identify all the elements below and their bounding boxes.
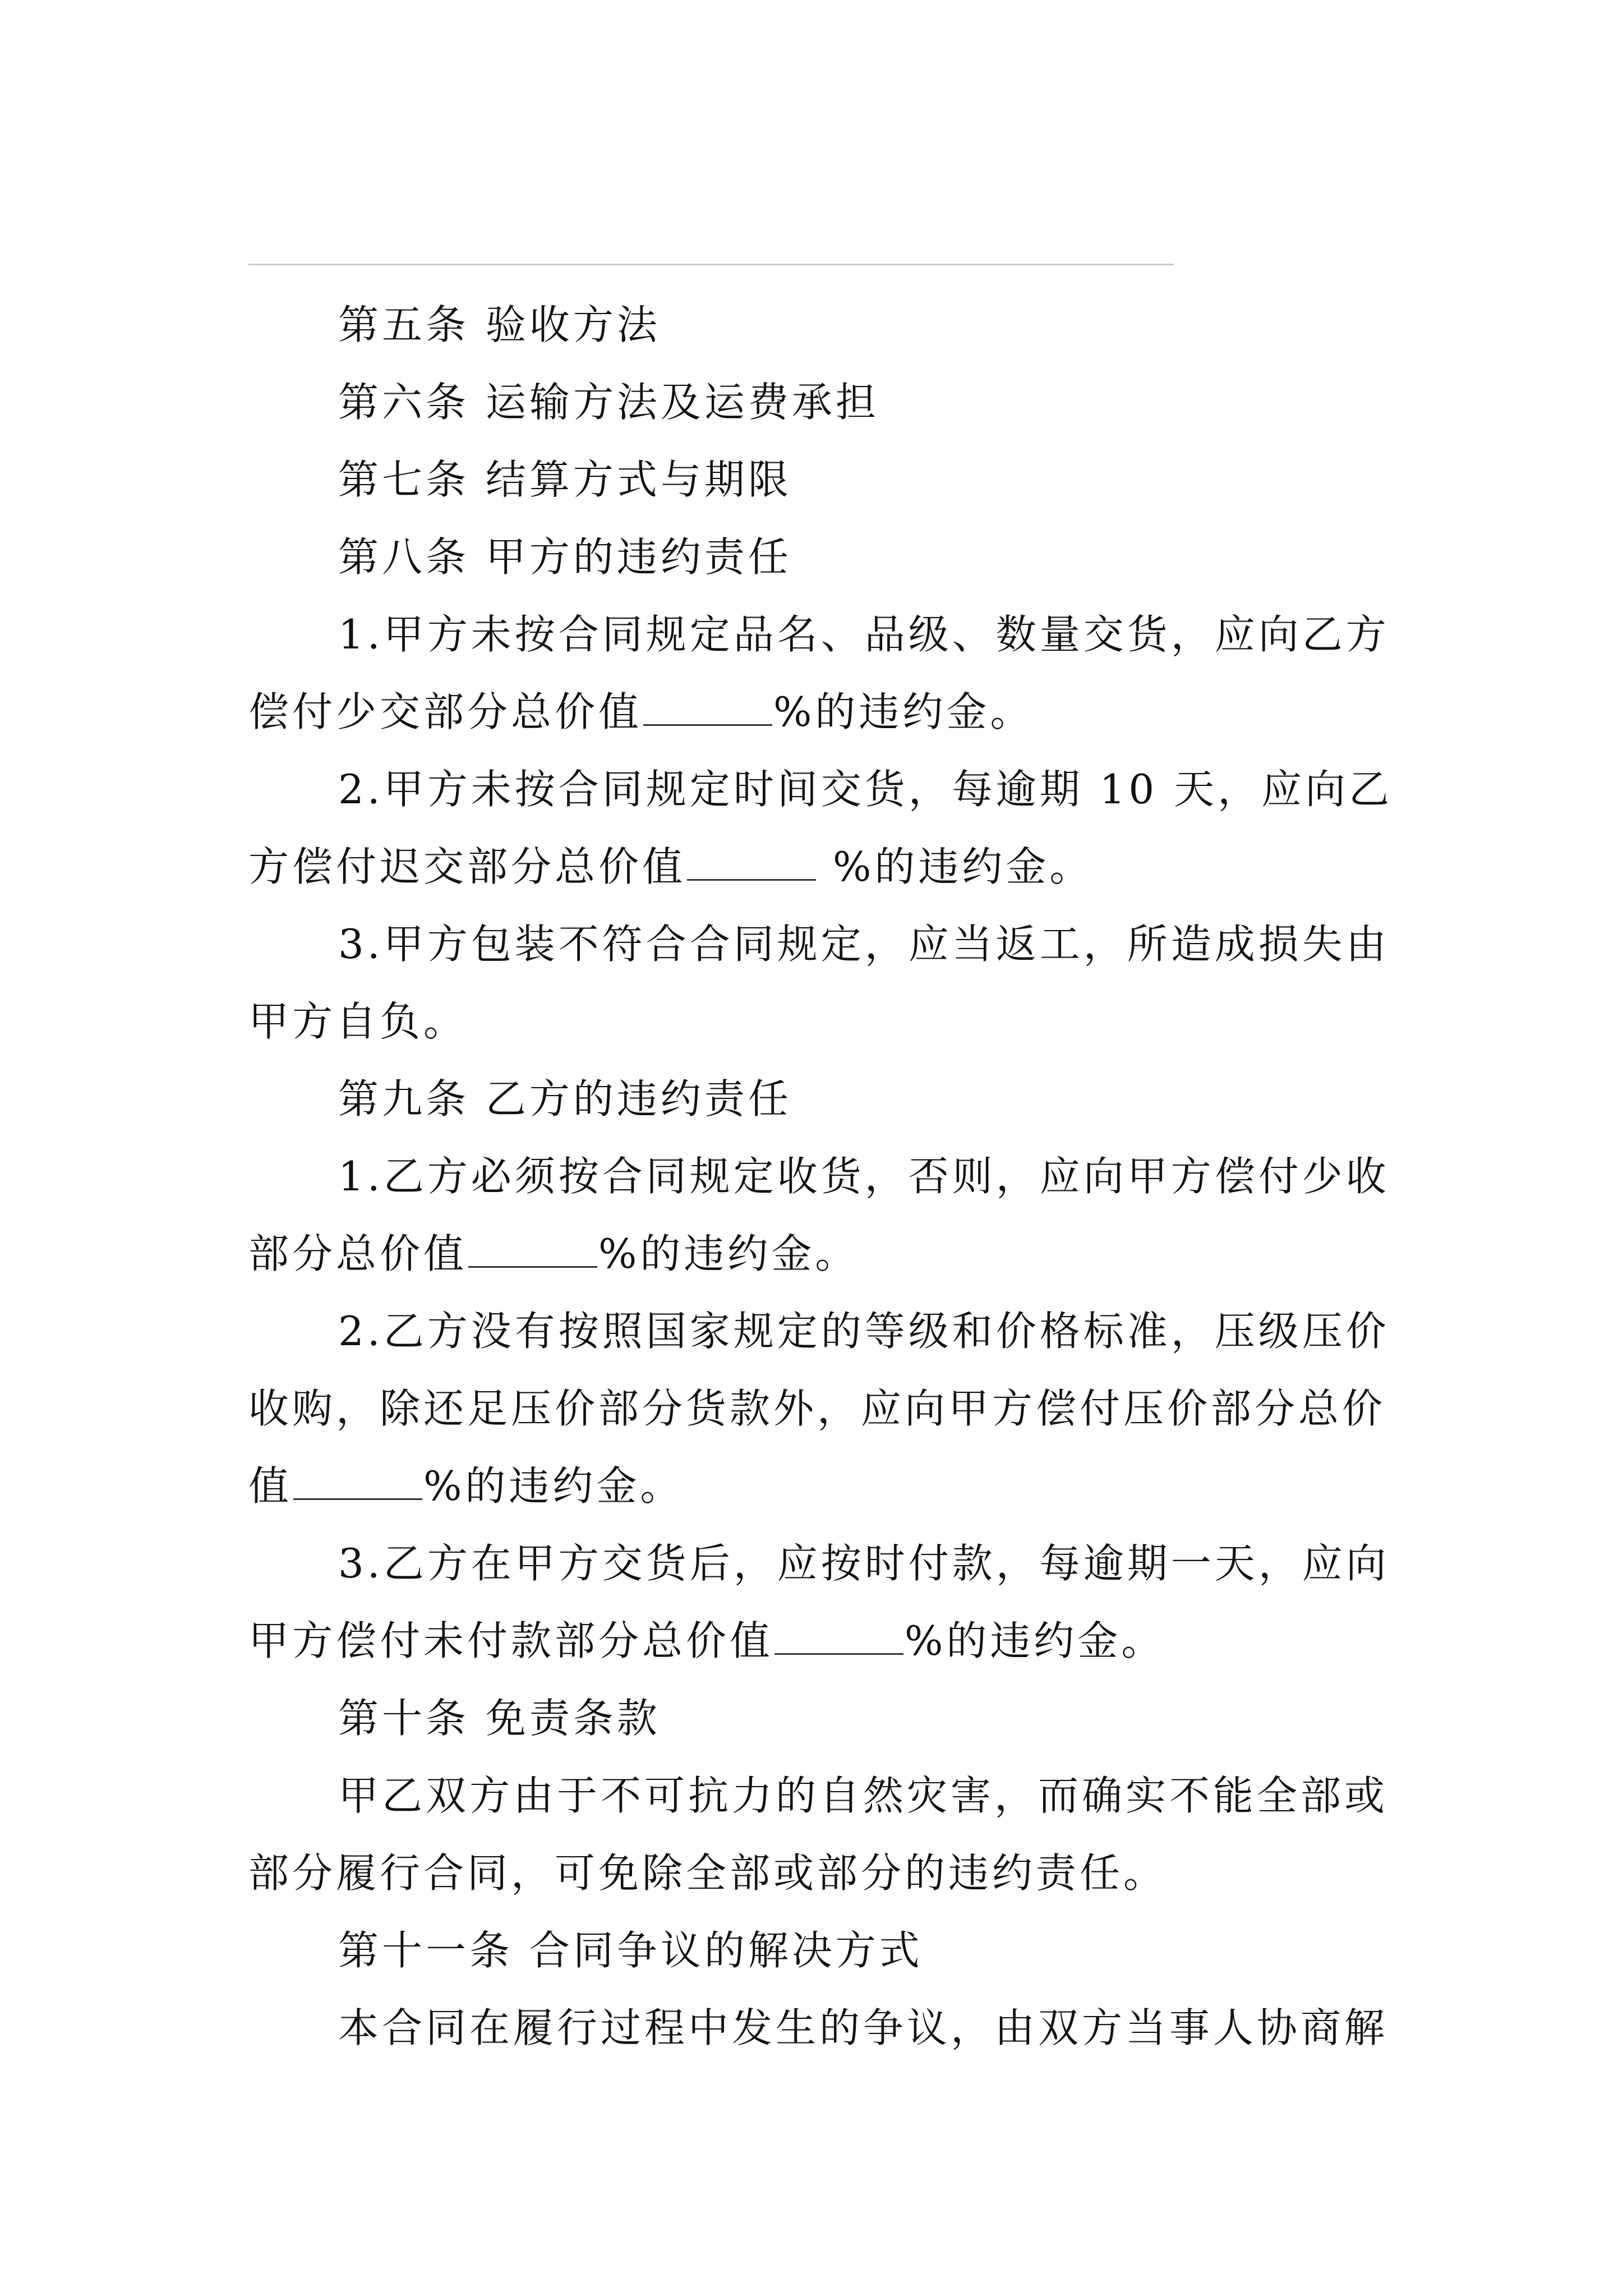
article-6-heading: 第六条 运输方法及运费承担	[338, 379, 879, 426]
fill-in-blank[interactable]	[774, 1614, 903, 1655]
fill-in-blank[interactable]	[293, 1459, 422, 1500]
article-8-clause-1-line-1: 1.甲方未按合同规定品名、品级、数量交货，应向乙方	[338, 611, 1390, 658]
fill-in-blank[interactable]	[468, 1227, 597, 1268]
article-9-clause-1-line-1: 1.乙方必须按合同规定收货，否则，应向甲方偿付少收	[338, 1153, 1390, 1200]
clause-text: 值	[248, 1462, 293, 1510]
article-8-clause-3-line-2: 甲方自负。	[248, 998, 468, 1045]
fill-in-blank[interactable]	[643, 685, 772, 726]
article-9-clause-3-line-2	[248, 1602, 1393, 1680]
clause-text: %的违约金。	[423, 1462, 684, 1510]
article-9-clause-2-line-2: 收购，除还足压价部分货款外，应向甲方偿付压价部分总价	[248, 1385, 1386, 1432]
article-9-clause-2-line-1: 2.乙方没有按照国家规定的等级和价格标准，压级压价	[338, 1308, 1390, 1355]
clause-text: 偿付少交部分总价值	[248, 688, 643, 735]
article-8-clause-2-line-1: 2.甲方未按合同规定时间交货，每逾期 10 天，应向乙	[338, 766, 1393, 813]
clause-text: 方偿付迟交部分总价值	[248, 843, 686, 890]
article-10-line-2: 部分履行合同，可免除全部或部分的违约责任。	[248, 1849, 1168, 1897]
fill-in-blank[interactable]	[687, 840, 816, 881]
article-8-heading: 第八条 甲方的违约责任	[338, 533, 792, 581]
article-5-heading: 第五条 验收方法	[338, 301, 661, 348]
clause-text: 部分总价值	[248, 1230, 468, 1277]
article-10-line-1: 甲乙双方由于不可抗力的自然灾害，而确实不能全部或	[338, 1772, 1389, 1819]
article-9-heading: 第九条 乙方的违约责任	[338, 1075, 792, 1122]
article-9-clause-1-line-2	[248, 1215, 1393, 1292]
article-11-heading: 第十一条 合同争议的解决方式	[338, 1927, 923, 1974]
clause-text: %的违约金。	[833, 843, 1094, 890]
article-7-heading: 第七条 结算方式与期限	[338, 456, 792, 503]
clause-text: %的违约金。	[773, 688, 1034, 735]
clause-text: %的违约金。	[598, 1230, 859, 1277]
article-9-clause-3-line-1: 3.乙方在甲方交货后，应按时付款，每逾期一天，应向	[338, 1540, 1390, 1587]
clause-text: 甲方偿付未付款部分总价值	[248, 1617, 774, 1664]
clause-text: %的违约金。	[905, 1617, 1165, 1664]
article-9-clause-2-line-3	[248, 1447, 1393, 1525]
article-8-clause-2-line-2	[248, 828, 1393, 905]
header-rule	[248, 264, 1174, 265]
article-11-line-1: 本合同在履行过程中发生的争议，由双方当事人协商解	[338, 2004, 1389, 2051]
article-8-clause-1-line-2	[248, 673, 1393, 751]
article-10-heading: 第十条 免责条款	[338, 1695, 661, 1742]
article-8-clause-3-line-1: 3.甲方包装不符合合同规定，应当返工，所造成损失由	[338, 921, 1390, 968]
contract-body	[248, 286, 1393, 2067]
